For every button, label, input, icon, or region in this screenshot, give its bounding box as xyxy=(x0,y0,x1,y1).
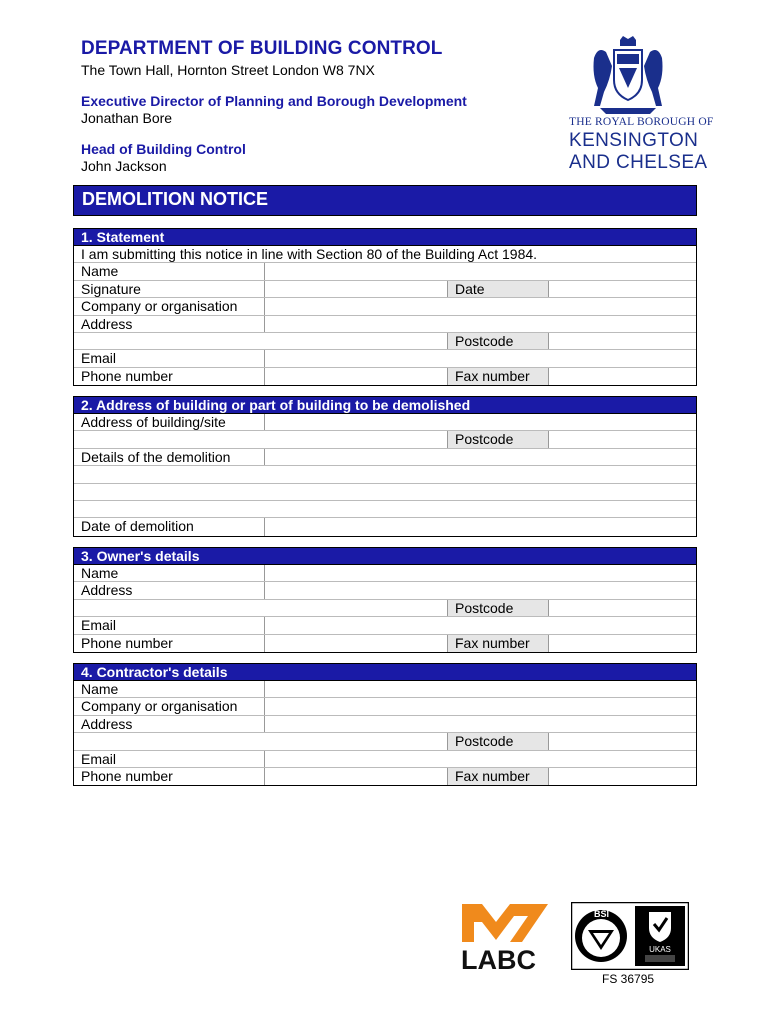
form-row xyxy=(74,246,696,263)
company-field[interactable] xyxy=(265,298,696,314)
section-contractor-details xyxy=(73,663,697,786)
borough-name-line1: THE ROYAL BOROUGH OF xyxy=(569,116,714,128)
site-address-field[interactable] xyxy=(265,414,696,430)
owner-address-field[interactable] xyxy=(265,582,696,598)
borough-crest-icon xyxy=(590,36,666,114)
demolition-date-field[interactable] xyxy=(265,518,696,535)
field-label: Details of the demolition xyxy=(74,449,265,465)
field-label: Name xyxy=(74,565,265,581)
demolition-details-line[interactable] xyxy=(74,466,696,482)
field-label: Date xyxy=(447,281,549,297)
borough-name-line2: KENSINGTON xyxy=(569,130,699,151)
department-title: DEPARTMENT OF BUILDING CONTROL xyxy=(81,38,443,59)
section-heading: 1. Statement xyxy=(74,229,696,246)
field-label: Address xyxy=(74,582,265,598)
bsi-text: BSI xyxy=(594,909,610,919)
owner-email-field[interactable] xyxy=(265,617,696,633)
field-label: Phone number xyxy=(74,635,265,652)
form-row xyxy=(74,316,696,333)
section-building-address xyxy=(73,396,697,537)
field-label: Fax number xyxy=(447,368,549,385)
form-row xyxy=(74,298,696,315)
section-heading: 2. Address of building or part of building to be demolished xyxy=(74,397,696,414)
contractor-email-field[interactable] xyxy=(265,751,696,767)
executive-director-title: Executive Director of Planning and Borough Development xyxy=(81,93,467,109)
form-row xyxy=(74,263,696,280)
bsi-ukas-badge-icon xyxy=(571,902,689,970)
form-row xyxy=(74,368,696,385)
contractor-address-field-continued[interactable] xyxy=(74,733,696,749)
form-row xyxy=(74,698,696,715)
head-of-building-control-name: John Jackson xyxy=(81,158,167,174)
section-heading: 3. Owner's details xyxy=(74,548,696,565)
form-title: DEMOLITION NOTICE xyxy=(82,189,268,209)
field-label: Address xyxy=(74,716,265,732)
form-row xyxy=(74,600,696,617)
owner-name-field[interactable] xyxy=(265,565,696,581)
field-label: Phone number xyxy=(74,368,265,385)
borough-name-line3: AND CHELSEA xyxy=(569,152,708,173)
address-field-continued[interactable] xyxy=(74,333,696,349)
form-row xyxy=(74,281,696,298)
field-label: Date of demolition xyxy=(74,518,265,535)
field-label: Company or organisation xyxy=(74,298,265,314)
site-address-field-continued[interactable] xyxy=(74,431,696,447)
email-field[interactable] xyxy=(265,350,696,366)
form-row xyxy=(74,333,696,350)
form-row xyxy=(74,466,696,483)
demolition-details-field[interactable] xyxy=(265,449,696,465)
field-label: Postcode xyxy=(447,333,549,349)
field-label: Email xyxy=(74,751,265,767)
form-row xyxy=(74,431,696,448)
name-field[interactable] xyxy=(265,263,696,279)
labc-logo-icon xyxy=(460,902,559,972)
field-label: Email xyxy=(74,617,265,633)
address-field[interactable] xyxy=(265,316,696,332)
form-row xyxy=(74,751,696,768)
owner-address-field-continued[interactable] xyxy=(74,600,696,616)
demolition-details-line[interactable] xyxy=(74,501,696,517)
contractor-address-field[interactable] xyxy=(265,716,696,732)
field-label: Fax number xyxy=(447,768,549,785)
field-label: Address of building/site xyxy=(74,414,265,430)
field-label: Postcode xyxy=(447,600,549,616)
form-row xyxy=(74,617,696,634)
field-label: Email xyxy=(74,350,265,366)
form-row xyxy=(74,681,696,698)
department-address: The Town Hall, Hornton Street London W8 7NX xyxy=(81,62,375,78)
form-title-bar xyxy=(73,185,697,216)
section-statement xyxy=(73,228,697,386)
field-label: Address xyxy=(74,316,265,332)
form-row xyxy=(74,565,696,582)
form-row xyxy=(74,449,696,466)
form-row xyxy=(74,414,696,431)
contractor-name-field[interactable] xyxy=(265,681,696,697)
form-row xyxy=(74,635,696,652)
certificate-number: FS 36795 xyxy=(602,972,655,986)
form-row xyxy=(74,518,696,535)
form-row xyxy=(74,501,696,518)
field-label: Phone number xyxy=(74,768,265,785)
labc-logo-text: LABC xyxy=(461,945,536,972)
field-label: Company or organisation xyxy=(74,698,265,714)
executive-director-name: Jonathan Bore xyxy=(81,110,173,126)
contractor-company-field[interactable] xyxy=(265,698,696,714)
statement-text: I am submitting this notice in line with Section 80 of the Building Act 1984. xyxy=(81,246,538,262)
form-row xyxy=(74,350,696,367)
form-row xyxy=(74,582,696,599)
section-owner-details xyxy=(73,547,697,653)
section-heading: 4. Contractor's details xyxy=(74,664,696,681)
field-label: Name xyxy=(74,263,265,279)
demolition-details-line[interactable] xyxy=(74,484,696,500)
field-label: Postcode xyxy=(447,733,549,749)
form-row xyxy=(74,716,696,733)
field-label: Name xyxy=(74,681,265,697)
field-label: Postcode xyxy=(447,431,549,447)
form-row xyxy=(74,484,696,501)
ukas-text: UKAS xyxy=(649,945,671,954)
field-label: Signature xyxy=(74,281,265,297)
form-row xyxy=(74,733,696,750)
form-row xyxy=(74,768,696,785)
field-label: Fax number xyxy=(447,635,549,652)
head-of-building-control-title: Head of Building Control xyxy=(81,141,246,157)
